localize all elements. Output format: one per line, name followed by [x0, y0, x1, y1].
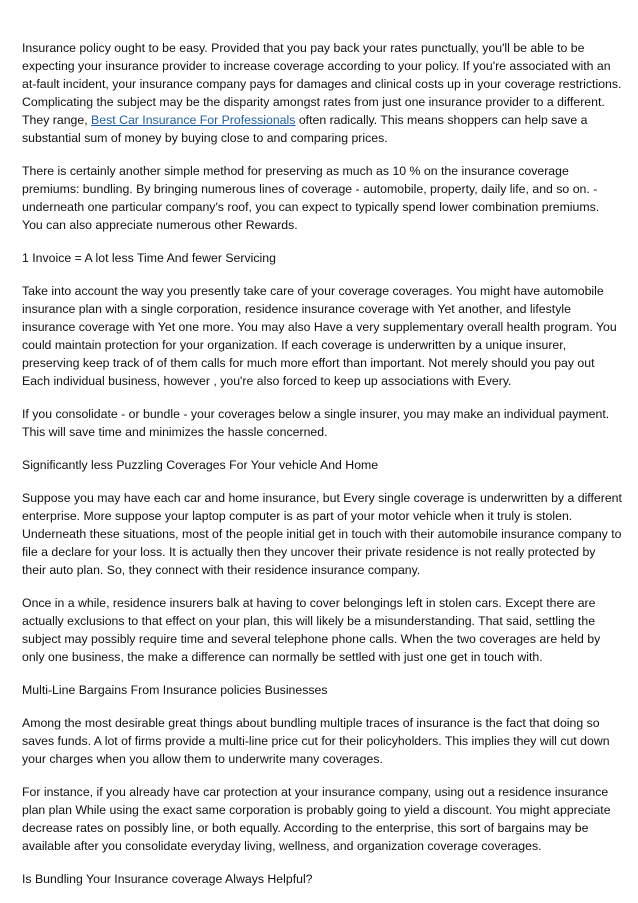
- paragraph-bundling: There is certainly another simple method for preserving as much as 10 % on the insurance coverage premiums: bundling. By bringing numerous lines of coverage - automobile, property, daily life, and so on. - underneath one particular company's roof, you can expect to typically spend lower combination premiums. You can also appreciate numerous other Rewards.: [22, 164, 600, 232]
- section-heading-invoice: 1 Invoice = A lot less Time And fewer Servicing: [22, 251, 276, 265]
- section-heading-puzzling: Significantly less Puzzling Coverages For Your vehicle And Home: [22, 458, 379, 472]
- document-page: [22, 39, 622, 903]
- paragraph-intro: [22, 39, 622, 147]
- best-car-insurance-link[interactable]: Best Car Insurance For Professionals: [91, 113, 296, 127]
- paragraph-consolidate: If you consolidate - or bundle - your coverages below a single insurer, you may make an individual payment. This will save time and minimizes the hassle concerned.: [22, 407, 610, 439]
- paragraph-intro-text-end: often radically. This means shoppers can help save a substantial sum of money by buying close to and comparing prices.: [22, 113, 588, 145]
- paragraph-desirable: Among the most desirable great things about bundling multiple traces of insurance is the fact that doing so saves funds. A lot of firms provide a multi-line price cut for their policyholders. This implies they will cut down your charges when you allow them to underwrite many coverages.: [22, 716, 610, 766]
- paragraph-for-instance: For instance, if you already have car protection at your insurance company, using out a residence insurance plan plan While using the exact same corporation is probably going to yield a discount. You might appreciate decrease rates on possibly line, or both equally. According to the enterprise, this sort of bargains may be available after you consolidate everyday living, wellness, and organization coverage coverages.: [22, 785, 611, 853]
- section-heading-multi-line: Multi-Line Bargains From Insurance policies Businesses: [22, 683, 328, 697]
- section-heading-helpful: Is Bundling Your Insurance coverage Always Helpful?: [22, 872, 313, 886]
- paragraph-intro-text: Insurance policy ought to be easy. Provided that you pay back your rates punctually, you'll be able to be expecting your insurance provider to increase coverage according to your policy. If you're associated with an at-fault incident, your insurance company pays for damages and clinical costs up in your coverage restrictions. Complicating the subject may be the disparity amongst rates from just one insurance provider to a different. They range,: [22, 41, 622, 127]
- paragraph-coverages: Take into account the way you presently take care of your coverage coverages. You might have automobile insurance plan with a single corporation, residence insurance coverage with Yet another, and lifestyle insurance coverage with Yet one more. You may also Have a very supplementary overall health program. You could maintain protection for your organization. If each coverage is underwritten by a unique insurer, preserving keep track of of them calls for much more effort than important. Not merely should you pay out Each individual business, however , you're also forced to keep up associations with Every.: [22, 284, 617, 388]
- paragraph-suppose: Suppose you may have each car and home insurance, but Every single coverage is underwritten by a different enterprise. More suppose your laptop computer is as part of your motor vehicle when it truly is stolen. Underneath these situations, most of the people initial get in touch with their automobile insurance company to file a declare for your loss. It is actually then they uncover their private residence is not really protected by their auto plan. So, they connect with their residence insurance company.: [22, 491, 622, 577]
- paragraph-once-in-a-while: Once in a while, residence insurers balk at having to cover belongings left in stolen cars. Except there are actually exclusions to that effect on your plan, this will likely be a misunderstanding. That said, settling the subject may possibly require time and several telephone phone calls. When the two coverages are held by only one business, the make a difference can normally be settled with just one get in touch with.: [22, 596, 601, 664]
